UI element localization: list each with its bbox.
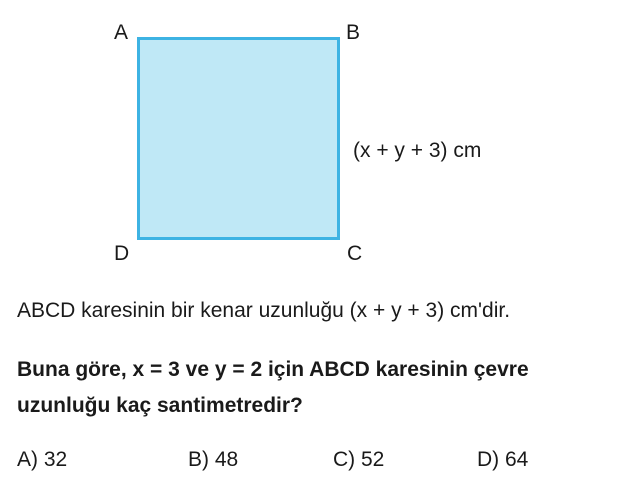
side-length-label: (x + y + 3) cm	[353, 139, 482, 162]
question-text: Buna göre, x = 3 ve y = 2 için ABCD karesinin çevre uzunluğu kaç santimetredir?	[17, 358, 529, 417]
vertex-label-b: B	[346, 21, 361, 44]
vertex-label-a: A	[114, 21, 129, 44]
option-b[interactable]: B) 48	[188, 448, 239, 471]
answer-options	[0, 447, 618, 477]
square-abcd	[137, 37, 340, 240]
vertex-label-d: D	[114, 242, 130, 265]
vertex-label-c: C	[347, 242, 363, 265]
option-d[interactable]: D) 64	[477, 448, 529, 471]
problem-statement: ABCD karesinin bir kenar uzunluğu (x + y + 3) cm'dir.	[17, 299, 511, 322]
option-a[interactable]: A) 32	[17, 448, 68, 471]
option-c[interactable]: C) 52	[333, 448, 385, 471]
